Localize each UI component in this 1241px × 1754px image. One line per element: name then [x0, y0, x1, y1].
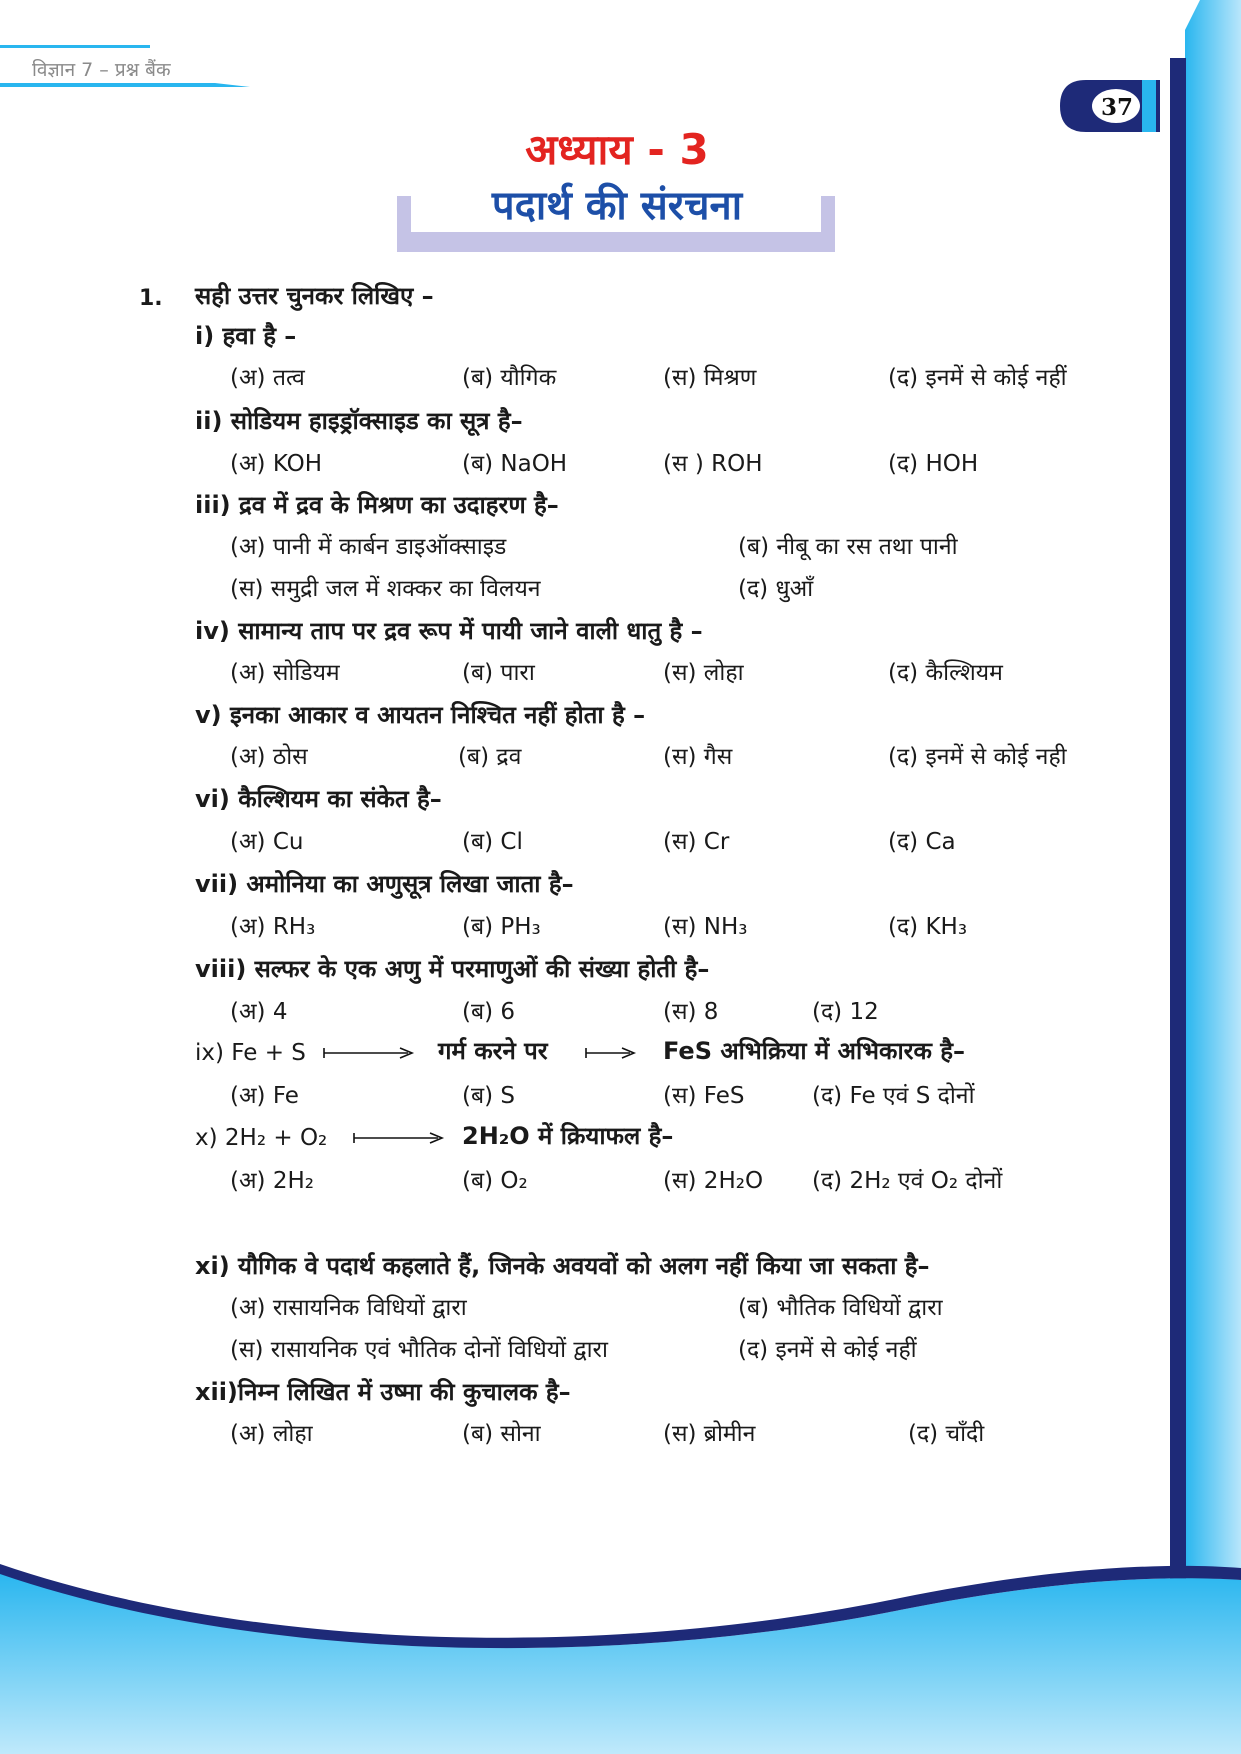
- question-4: iv) सामान्य ताप पर द्रव रूप में पायी जाने वाली धातु है –: [195, 617, 703, 645]
- option: (ब) S: [462, 1083, 515, 1109]
- option: (अ) RH₃: [230, 914, 316, 940]
- option: (द) 12: [812, 999, 879, 1025]
- option: (द) इनमें से कोई नहीं: [738, 1337, 917, 1363]
- question-6: vi) कैल्शियम का संकेत है–: [195, 785, 442, 813]
- option: (ब) सोना: [462, 1421, 541, 1447]
- question-11: xi) यौगिक वे पदार्थ कहलाते हैं, जिनके अवयवों को अलग नहीं किया जा सकता है–: [195, 1252, 930, 1280]
- question-10-text: 2H₂O में क्रियाफल है–: [462, 1122, 674, 1150]
- option: (ब) PH₃: [462, 914, 541, 940]
- option: (ब) NaOH: [462, 451, 568, 477]
- option: (द) 2H₂ एवं O₂ दोनों: [812, 1168, 1003, 1194]
- option: (ब) Cl: [462, 829, 523, 855]
- option: (स) Cr: [663, 829, 730, 855]
- option: (स ) ROH: [663, 451, 763, 477]
- chapter-subtitle: पदार्थ की संरचना: [491, 183, 743, 229]
- option: (अ) KOH: [230, 451, 323, 477]
- option: (ब) 6: [462, 999, 516, 1025]
- question-1: i) हवा है –: [195, 322, 297, 350]
- option: (द) धुआँ: [738, 576, 814, 602]
- question-9-reactants: ix) Fe + S: [195, 1040, 306, 1066]
- question-7: vii) अमोनिया का अणुसूत्र लिखा जाता है–: [195, 870, 574, 898]
- question-3: iii) द्रव में द्रव के मिश्रण का उदाहरण है–: [195, 491, 559, 519]
- question-10-reactants: x) 2H₂ + O₂: [195, 1125, 328, 1151]
- option: (द) इनमें से कोई नहीं: [888, 365, 1067, 391]
- option: (अ) Cu: [230, 829, 304, 855]
- option: (द) इनमें से कोई नही: [888, 744, 1067, 770]
- option: (स) FeS: [663, 1083, 745, 1109]
- option: (ब) द्रव: [458, 744, 522, 770]
- option: (द) KH₃: [888, 914, 968, 940]
- option: (स) रासायनिक एवं भौतिक दोनों विधियों द्वारा: [230, 1337, 608, 1363]
- option: (द) Fe एवं S दोनों: [812, 1083, 975, 1109]
- option: (स) NH₃: [663, 914, 748, 940]
- option: (द) चाँदी: [908, 1421, 985, 1447]
- option: (अ) Fe: [230, 1083, 299, 1109]
- question-8: viii) सल्फर के एक अणु में परमाणुओं की संख्या होती है–: [195, 955, 710, 983]
- option: (ब) पारा: [462, 660, 535, 686]
- question-12: xii)निम्न लिखित में उष्मा की कुचालक है–: [195, 1378, 571, 1406]
- option: (द) HOH: [888, 451, 979, 477]
- question-2: ii) सोडियम हाइड्रॉक्साइड का सूत्र है–: [195, 407, 523, 435]
- section-heading: सही उत्तर चुनकर लिखिए –: [195, 282, 434, 310]
- reaction-arrow-icon: [352, 1130, 446, 1146]
- option: (अ) ठोस: [230, 744, 308, 770]
- reaction-arrow-icon: [322, 1045, 416, 1061]
- option: (अ) 2H₂: [230, 1168, 314, 1194]
- option: (स) मिश्रण: [663, 365, 757, 391]
- option: (स) समुद्री जल में शक्कर का विलयन: [230, 576, 541, 602]
- question-number: 1.: [139, 286, 163, 311]
- option: (ब) नीबू का रस तथा पानी: [738, 534, 958, 560]
- reaction-arrow-icon: [584, 1045, 638, 1061]
- option: (स) ब्रोमीन: [663, 1421, 756, 1447]
- page-number: 37: [1100, 94, 1133, 121]
- option: (अ) लोहा: [230, 1421, 313, 1447]
- option: (अ) 4: [230, 999, 288, 1025]
- header-book-title: विज्ञान 7 – प्रश्न बैंक: [32, 59, 171, 81]
- option: (अ) रासायनिक विधियों द्वारा: [230, 1295, 467, 1321]
- option: (अ) तत्व: [230, 365, 305, 391]
- option: (स) 8: [663, 999, 719, 1025]
- question-5: v) इनका आकार व आयतन निश्चित नहीं होता है –: [195, 701, 646, 729]
- question-9-text: FeS अभिक्रिया में अभिकारक है–: [663, 1037, 966, 1065]
- option: (ब) यौगिक: [462, 365, 557, 391]
- question-9-condition: गर्म करने पर: [438, 1037, 548, 1065]
- option: (अ) पानी में कार्बन डाइऑक्साइड: [230, 534, 507, 560]
- option: (द) Ca: [888, 829, 956, 855]
- option: (द) कैल्शियम: [888, 660, 1003, 686]
- chapter-title: अध्याय - 3: [525, 125, 709, 174]
- option: (स) 2H₂O: [663, 1168, 764, 1194]
- option: (ब) भौतिक विधियों द्वारा: [738, 1295, 943, 1321]
- option: (स) गैस: [663, 744, 733, 770]
- option: (अ) सोडियम: [230, 660, 340, 686]
- option: (स) लोहा: [663, 660, 744, 686]
- right-side-band: [1170, 0, 1241, 1754]
- option: (ब) O₂: [462, 1168, 528, 1194]
- bottom-wave-decoration: [0, 1550, 1241, 1754]
